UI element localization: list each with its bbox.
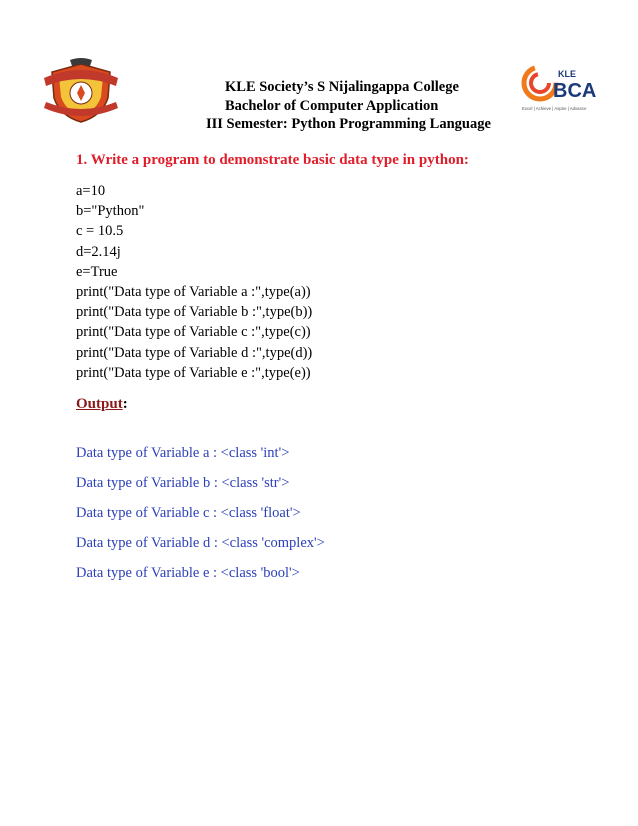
code-line: print("Data type of Variable b :",type(b)) xyxy=(76,304,313,321)
college-emblem-icon xyxy=(40,58,122,126)
kle-bca-logo-icon xyxy=(520,64,602,114)
question-title: 1. Write a program to demonstrate basic data type in python: xyxy=(76,152,469,168)
code-line: c = 10.5 xyxy=(76,223,124,240)
semester-subject: III Semester: Python Programming Language xyxy=(206,116,491,132)
program-name: Bachelor of Computer Application xyxy=(225,98,439,114)
logo-small-text: KLE xyxy=(558,69,576,79)
code-line: d=2.14j xyxy=(76,243,121,260)
logo-tagline: Excel | Achieve | Aspire | Advance xyxy=(522,106,587,111)
code-line: a=10 xyxy=(76,183,106,199)
output-line: Data type of Variable c : <class 'float'> xyxy=(76,505,301,521)
code-block xyxy=(76,181,312,383)
logo-big-text: BCA xyxy=(553,80,597,102)
output-colon: : xyxy=(122,396,128,412)
code-line: e=True xyxy=(76,263,118,280)
output-label: Output xyxy=(76,396,123,412)
output-line: Data type of Variable b : <class 'str'> xyxy=(76,475,290,491)
code-line: print("Data type of Variable c :",type(c)) xyxy=(76,324,311,341)
code-line: print("Data type of Variable e :",type(e)) xyxy=(76,364,311,381)
output-line: Data type of Variable a : <class 'int'> xyxy=(76,445,290,461)
code-line: print("Data type of Variable a :",type(a)) xyxy=(76,283,311,300)
college-name: KLE Society’s S Nijalingappa College xyxy=(225,79,459,95)
code-line: print("Data type of Variable d :",type(d)) xyxy=(76,344,313,361)
output-line: Data type of Variable d : <class 'complex'> xyxy=(76,535,325,551)
output-line: Data type of Variable e : <class 'bool'> xyxy=(76,565,300,581)
output-block xyxy=(76,443,325,593)
code-line: b="Python" xyxy=(76,203,145,220)
output-heading xyxy=(76,396,128,413)
